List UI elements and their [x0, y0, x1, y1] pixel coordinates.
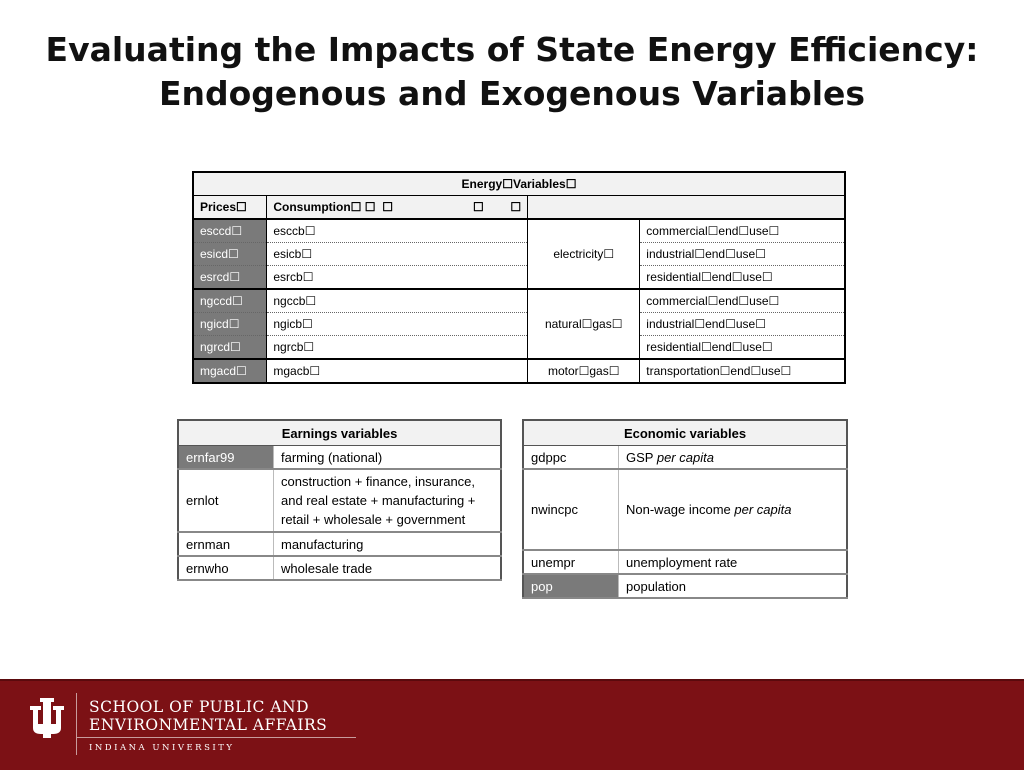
earnings-variables-table — [177, 419, 502, 581]
code-cell: gdppc — [523, 446, 619, 470]
footer-divider — [76, 693, 77, 755]
col-header-empty-use — [640, 196, 845, 220]
table-row — [193, 219, 845, 243]
description-cell: wholesale trade — [274, 556, 502, 580]
col-header-empty-source — [528, 196, 640, 220]
table-row — [523, 446, 847, 470]
economic-table-header: Economic variables — [523, 420, 847, 446]
price-cell: ngicd☐ — [193, 313, 267, 336]
table-row — [523, 574, 847, 598]
col-header-prices: Prices☐ — [193, 196, 267, 220]
table-row — [193, 359, 845, 383]
slide-title-line1: Evaluating the Impacts of State Energy Efficiency: — [45, 30, 979, 69]
university-name: INDIANA UNIVERSITY — [89, 743, 235, 753]
code-cell: unempr — [523, 550, 619, 574]
energy-table-header-row — [193, 172, 845, 196]
table-row — [178, 446, 501, 470]
energy-table-subheader-row — [193, 196, 845, 220]
iu-trident-icon — [30, 698, 64, 738]
code-cell: ernlot — [178, 469, 274, 532]
economic-variables-table — [522, 419, 848, 599]
use-cell: industrial☐end☐use☐ — [640, 243, 845, 266]
use-cell: transportation☐end☐use☐ — [640, 359, 845, 383]
description-cell: manufacturing — [274, 532, 502, 556]
code-cell: ernwho — [178, 556, 274, 580]
consumption-cell: esrcb☐ — [267, 266, 528, 290]
economic-header-row — [523, 420, 847, 446]
table-row — [178, 469, 501, 532]
description-cell: population — [619, 574, 848, 598]
source-motor-gas: motor☐gas☐ — [528, 359, 640, 383]
code-cell: ernman — [178, 532, 274, 556]
table-row — [193, 336, 845, 360]
table-row — [523, 550, 847, 574]
use-cell: commercial☐end☐use☐ — [640, 219, 845, 243]
code-cell: pop — [523, 574, 619, 598]
use-cell: residential☐end☐use☐ — [640, 266, 845, 290]
consumption-cell: ngicb☐ — [267, 313, 528, 336]
table-row — [178, 556, 501, 580]
earnings-header-row — [178, 420, 501, 446]
table-row — [193, 243, 845, 266]
use-cell: commercial☐end☐use☐ — [640, 289, 845, 313]
col-header-consumption: Consumption☐ ☐ ☐ ☐ ☐ — [267, 196, 528, 220]
school-name — [89, 698, 327, 734]
price-cell: esicd☐ — [193, 243, 267, 266]
code-cell: ernfar99 — [178, 446, 274, 470]
slide-title — [0, 28, 1024, 116]
energy-variables-table — [192, 171, 846, 384]
price-cell: ngrcd☐ — [193, 336, 267, 360]
school-name-line2: ENVIRONMENTAL AFFAIRS — [89, 716, 328, 734]
description-cell: Non-wage income per capita — [619, 469, 848, 550]
description-cell: unemployment rate — [619, 550, 848, 574]
source-natural-gas: natural☐gas☐ — [528, 289, 640, 359]
energy-table-header: Energy☐Variables☐ — [193, 172, 845, 196]
description-cell: construction + finance, insurance, and real estate + manufacturing + retail + wholesale + government — [274, 469, 502, 532]
table-row — [193, 313, 845, 336]
consumption-cell: mgacb☐ — [267, 359, 528, 383]
table-row — [178, 532, 501, 556]
consumption-cell: esicb☐ — [267, 243, 528, 266]
description-cell: farming (national) — [274, 446, 502, 470]
table-row — [193, 266, 845, 290]
description-cell: GSP per capita — [619, 446, 848, 470]
consumption-cell: ngrcb☐ — [267, 336, 528, 360]
source-electricity: electricity☐ — [528, 219, 640, 289]
price-cell: mgacd☐ — [193, 359, 267, 383]
use-cell: residential☐end☐use☐ — [640, 336, 845, 360]
school-name-line1: SCHOOL OF PUBLIC AND — [89, 698, 310, 716]
code-cell: nwincpc — [523, 469, 619, 550]
earnings-table-header: Earnings variables — [178, 420, 501, 446]
footer-bar — [0, 679, 1024, 770]
footer-rule — [76, 737, 356, 738]
col-header-marks: ☐ ☐ ☐ ☐ — [364, 200, 522, 214]
price-cell: esccd☐ — [193, 219, 267, 243]
table-row — [193, 289, 845, 313]
price-cell: esrcd☐ — [193, 266, 267, 290]
table-row — [523, 469, 847, 550]
consumption-cell: ngccb☐ — [267, 289, 528, 313]
use-cell: industrial☐end☐use☐ — [640, 313, 845, 336]
consumption-cell: esccb☐ — [267, 219, 528, 243]
price-cell: ngccd☐ — [193, 289, 267, 313]
slide-title-line2: Endogenous and Exogenous Variables — [158, 74, 866, 113]
